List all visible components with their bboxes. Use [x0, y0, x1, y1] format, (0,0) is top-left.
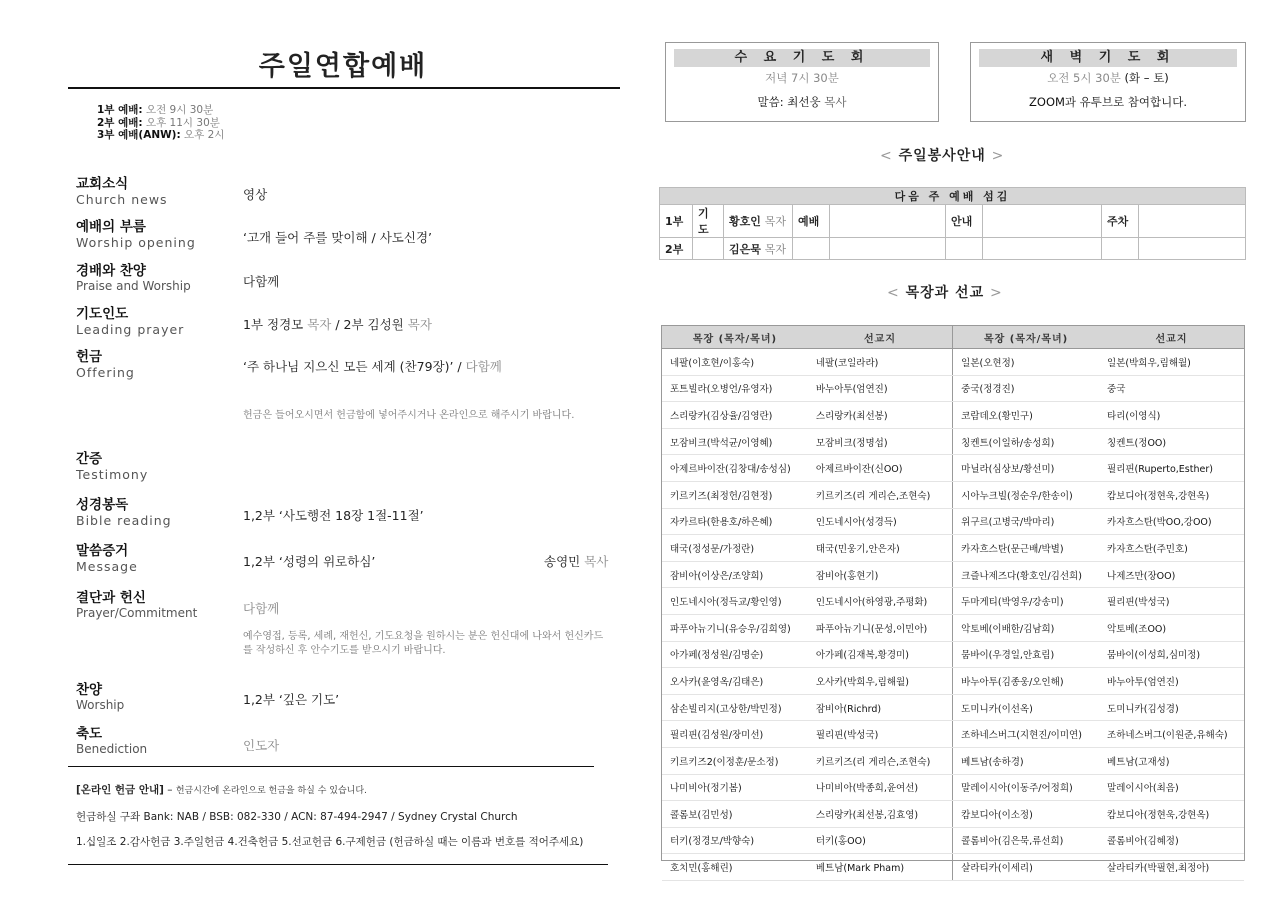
table-cell: 악토베(이배한/김남희)	[953, 614, 1099, 641]
table-cell: 카자흐스탄(박OO,강OO)	[1099, 508, 1244, 535]
table-cell: 잠비아(홍현기)	[808, 561, 953, 588]
table-cell: 위구르(고병국/박마리)	[953, 508, 1099, 535]
table-row	[662, 508, 1244, 535]
order-item-bible-reading: 성경봉독 Bible reading	[76, 497, 172, 528]
title-divider	[68, 87, 620, 89]
table-cell: 카자흐스탄(문근배/박별)	[953, 535, 1099, 562]
table-cell: 바누아투(김종웅/오인해)	[953, 668, 1099, 695]
table-cell: 인도네시아(하영광,주평화)	[808, 588, 953, 615]
order-item-worship: 찬양 Worship	[76, 682, 125, 712]
table-cell: 아가페(김재복,황경미)	[808, 641, 953, 668]
table-cell: 말레이시아(최음)	[1099, 774, 1244, 801]
table-cell: 중국(정경진)	[953, 375, 1099, 402]
wednesday-prayer-box	[665, 42, 939, 122]
table-cell: 타리(이영식)	[1099, 402, 1244, 429]
table-cell: 마닐라(심상보/황선미)	[953, 455, 1099, 482]
service-time-1: 1부 예배: 오전 9시 30분	[97, 104, 214, 116]
table-row	[662, 375, 1244, 402]
table-cell: 태국(정성문/가정란)	[662, 535, 808, 562]
order-value-message: 1,2부 ‘성령의 위로하심’	[243, 554, 376, 569]
table-row	[662, 535, 1244, 562]
table-row	[662, 455, 1244, 482]
table-cell: 필리핀(Ruperto,Esther)	[1099, 455, 1244, 482]
order-value-church-news: 영상	[243, 187, 268, 202]
table-cell: 필리핀(김성원/장미선)	[662, 721, 808, 748]
table-cell: 스리랑카(김상율/김영란)	[662, 402, 808, 429]
table-row	[662, 801, 1244, 828]
table-cell: 아가페(정성원/김명순)	[662, 641, 808, 668]
dawn-prayer-note: ZOOM과 유투브로 참여합니다.	[1029, 95, 1187, 109]
mission-table	[662, 326, 1244, 881]
table-cell: 캄보디아(정현욱,강현옥)	[1099, 481, 1244, 508]
table-cell: 잠비아(Richrd)	[808, 694, 953, 721]
table-cell: 아제르바이잔(신OO)	[808, 455, 953, 482]
table-cell: 두마게티(박영우/강송미)	[953, 588, 1099, 615]
table-cell: 일본(오현정)	[953, 349, 1099, 376]
table-cell: 살라티카(이세리)	[953, 854, 1099, 881]
table-cell: 일본(박희우,림해월)	[1099, 349, 1244, 376]
table-row	[662, 774, 1244, 801]
table-row	[662, 641, 1244, 668]
table-cell: 콜롬비아(김은묵,류선희)	[953, 827, 1099, 854]
order-item-offering: 헌금 Offering	[76, 349, 135, 380]
table-cell: 네팔(코일라라)	[808, 349, 953, 376]
table-cell: 필리핀(박성국)	[1099, 588, 1244, 615]
wednesday-prayer-speaker: 말씀: 최선웅 목사	[757, 95, 847, 109]
table-cell: 살라티카(박필현,최정아)	[1099, 854, 1244, 881]
online-offering-bank: 헌금하실 구좌 Bank: NAB / BSB: 082-330 / ACN: 87-494-2947 / Sydney Crystal Church	[76, 811, 518, 823]
table-cell: 포트빌라(오병언/유영자)	[662, 375, 808, 402]
table-row	[662, 614, 1244, 641]
table-cell: 나미비아(정기봄)	[662, 774, 808, 801]
next-week-service-table	[659, 187, 1246, 260]
table-cell: 콜롬비아(김혜정)	[1099, 827, 1244, 854]
wednesday-prayer-title: 수 요 기 도 회	[674, 49, 930, 67]
offering-note: 헌금은 들어오시면서 헌금함에 넣어주시거나 온라인으로 해주시기 바랍니다.	[243, 410, 575, 421]
online-offering-heading: [온라인 헌금 안내] – 헌금시간에 온라인으로 헌금을 하실 수 있습니다.	[76, 784, 367, 796]
table-cell: 크즐나제즈다(황호인/김선희)	[953, 561, 1099, 588]
table-cell: 캄보디아(정현욱,강현옥)	[1099, 801, 1244, 828]
table-row	[662, 747, 1244, 774]
service-section-title: < 주일봉사안내 >	[880, 148, 1005, 164]
table-row	[662, 561, 1244, 588]
table-cell: 베트남(송하경)	[953, 747, 1099, 774]
table-row	[662, 721, 1244, 748]
mission-table-frame	[661, 325, 1245, 875]
table-cell: 태국(민웅기,안은자)	[808, 535, 953, 562]
service-time-3: 3부 예배(ANW): 오후 2시	[97, 129, 225, 141]
table-cell: 중국	[1099, 375, 1244, 402]
order-value-commitment: 다함께	[243, 601, 280, 616]
order-value-bible-reading: 1,2부 ‘사도행전 18장 1절-11절’	[243, 508, 424, 523]
table-row	[662, 827, 1244, 854]
table-cell: 파푸아뉴기니(유승우/김희영)	[662, 614, 808, 641]
table-cell: 뭄바이(우경일,안효림)	[953, 641, 1099, 668]
message-preacher: 송영민 목사	[544, 554, 609, 569]
order-item-commitment: 결단과 헌신 Prayer/Commitment	[76, 590, 198, 620]
table-cell: 콜롬보(김민성)	[662, 801, 808, 828]
table-cell: 모잠비크(정명섭)	[808, 428, 953, 455]
table-cell: 캄보디아(이소정)	[953, 801, 1099, 828]
table-row	[662, 402, 1244, 429]
order-item-church-news: 교회소식 Church news	[76, 176, 168, 207]
service-times	[97, 104, 224, 142]
order-value-prayer: 1부 정경모 목자 / 2부 김성원 목자	[243, 317, 432, 332]
order-item-praise: 경배와 찬양 Praise and Worship	[76, 263, 191, 293]
table-cell: 스리랑카(최선봉,김효영)	[808, 801, 953, 828]
mission-table-body	[662, 349, 1244, 881]
wednesday-prayer-time: 저녁 7시 30분	[765, 71, 839, 85]
table-cell: 키르키즈(리 게리슨,조현숙)	[808, 747, 953, 774]
table-cell: 터키(홍OO)	[808, 827, 953, 854]
table-cell: 인도네시아(정득교/황인영)	[662, 588, 808, 615]
table-cell: 카자흐스탄(주민호)	[1099, 535, 1244, 562]
order-value-offering: ‘주 하나님 지으신 모든 세계 (찬79장)’ / 다함께	[243, 359, 502, 374]
table-row	[662, 428, 1244, 455]
table-cell: 조하네스버그(지현진/이미연)	[953, 721, 1099, 748]
table-cell: 뭄바이(이성희,심미정)	[1099, 641, 1244, 668]
table-cell: 호치민(홍해린)	[662, 854, 808, 881]
mission-section-title: < 목장과 선교 >	[887, 285, 1003, 301]
service-time-2: 2부 예배: 오후 11시 30분	[97, 116, 220, 129]
table-cell: 나제즈만(장OO)	[1099, 561, 1244, 588]
table-cell: 베트남(고재성)	[1099, 747, 1244, 774]
table-cell: 모잠비크(박석균/이영혜)	[662, 428, 808, 455]
table-cell: 필리핀(박성국)	[808, 721, 953, 748]
table-cell: 도미니카(이선옥)	[953, 694, 1099, 721]
dawn-prayer-time: 오전 5시 30분 (화 – 토)	[1047, 71, 1169, 85]
table-cell: 스리랑카(최선봉)	[808, 402, 953, 429]
table-cell: 잠비아(이상은/조양희)	[662, 561, 808, 588]
online-offering-divider-top	[68, 766, 594, 767]
table-cell: 코람데오(황민구)	[953, 402, 1099, 429]
table-cell: 키르키즈(리 게리슨,조현숙)	[808, 481, 953, 508]
table-cell: 아제르바이잔(김창대/송성심)	[662, 455, 808, 482]
table-row	[662, 854, 1244, 881]
table-cell: 악토베(조OO)	[1099, 614, 1244, 641]
online-offering-types: 1.십일조 2.감사헌금 3.주일헌금 4.건축헌금 5.선교헌금 6.구제헌금 (헌금하실 때는 이름과 번호를 적어주세요)	[76, 836, 584, 848]
table-cell: 도미니카(김성경)	[1099, 694, 1244, 721]
table-cell: 키르키즈(최정헌/김현정)	[662, 481, 808, 508]
table-cell: 자카르타(한용호/하은혜)	[662, 508, 808, 535]
table-cell: 바누아투(엄연진)	[1099, 668, 1244, 695]
table-cell: 오사카(박희우,림해월)	[808, 668, 953, 695]
order-value-worship-opening: ‘고개 들어 주를 맞이해 / 사도신경’	[243, 230, 433, 245]
table-cell: 인도네시아(성경득)	[808, 508, 953, 535]
page-title: 주일연합예배	[258, 51, 428, 82]
table-cell: 칭켄트(이일하/송성희)	[953, 428, 1099, 455]
order-item-message: 말씀증거 Message	[76, 543, 138, 574]
table-cell: 말레이시아(이동주/어정희)	[953, 774, 1099, 801]
mission-table-header: 목장 (목자/목녀) 선교지 목장 (목자/목녀) 선교지	[662, 326, 1244, 349]
dawn-prayer-box	[970, 42, 1246, 122]
commitment-note: 예수영접, 등록, 세례, 재헌신, 기도요청을 원하시는 분은 헌신대에 나와서 헌신카드를 작성하신 후 안수기도를 받으시기 바랍니다.	[243, 631, 604, 656]
table-cell: 나미비아(박종희,윤여선)	[808, 774, 953, 801]
order-item-benediction: 축도 Benediction	[76, 726, 148, 756]
table-cell: 바누아투(엄연진)	[808, 375, 953, 402]
table-row: 2부 김은묵 목자	[660, 238, 1246, 260]
order-value-praise: 다함께	[243, 274, 280, 289]
order-value-worship: 1,2부 ‘깊은 기도’	[243, 692, 340, 707]
table-cell: 네팔(이호현/이홍숙)	[662, 349, 808, 376]
table-row: 1부 기도 황호인 목자 예배 안내 주차	[660, 205, 1246, 238]
table-row	[662, 349, 1244, 376]
order-item-worship-opening: 예배의 부름 Worship opening	[76, 219, 196, 250]
order-item-testimony: 간증 Testimony	[76, 451, 149, 482]
table-row	[662, 481, 1244, 508]
table-cell: 칭켄트(정OO)	[1099, 428, 1244, 455]
table-cell: 조하네스버그(이원준,유해숙)	[1099, 721, 1244, 748]
order-value-benediction: 인도자	[243, 738, 280, 753]
table-cell: 삼손빌리지(고상한/박민정)	[662, 694, 808, 721]
online-offering-divider-bottom	[68, 864, 608, 865]
table-cell: 시아누크빌(정순우/한송이)	[953, 481, 1099, 508]
table-cell: 키르키즈2(이정훈/문소정)	[662, 747, 808, 774]
table-row	[662, 588, 1244, 615]
table-row	[662, 668, 1244, 695]
table-cell: 파푸아뉴기니(문성,이민아)	[808, 614, 953, 641]
table-cell: 터키(정경모/박향숙)	[662, 827, 808, 854]
table-row	[662, 694, 1244, 721]
table-cell: 오사카(윤영옥/김태은)	[662, 668, 808, 695]
order-item-prayer: 기도인도 Leading prayer	[76, 306, 185, 337]
dawn-prayer-title: 새 벽 기 도 회	[979, 49, 1237, 67]
next-week-service-header: 다음 주 예배 섬김	[660, 188, 1246, 205]
table-cell: 베트남(Mark Pham)	[808, 854, 953, 881]
